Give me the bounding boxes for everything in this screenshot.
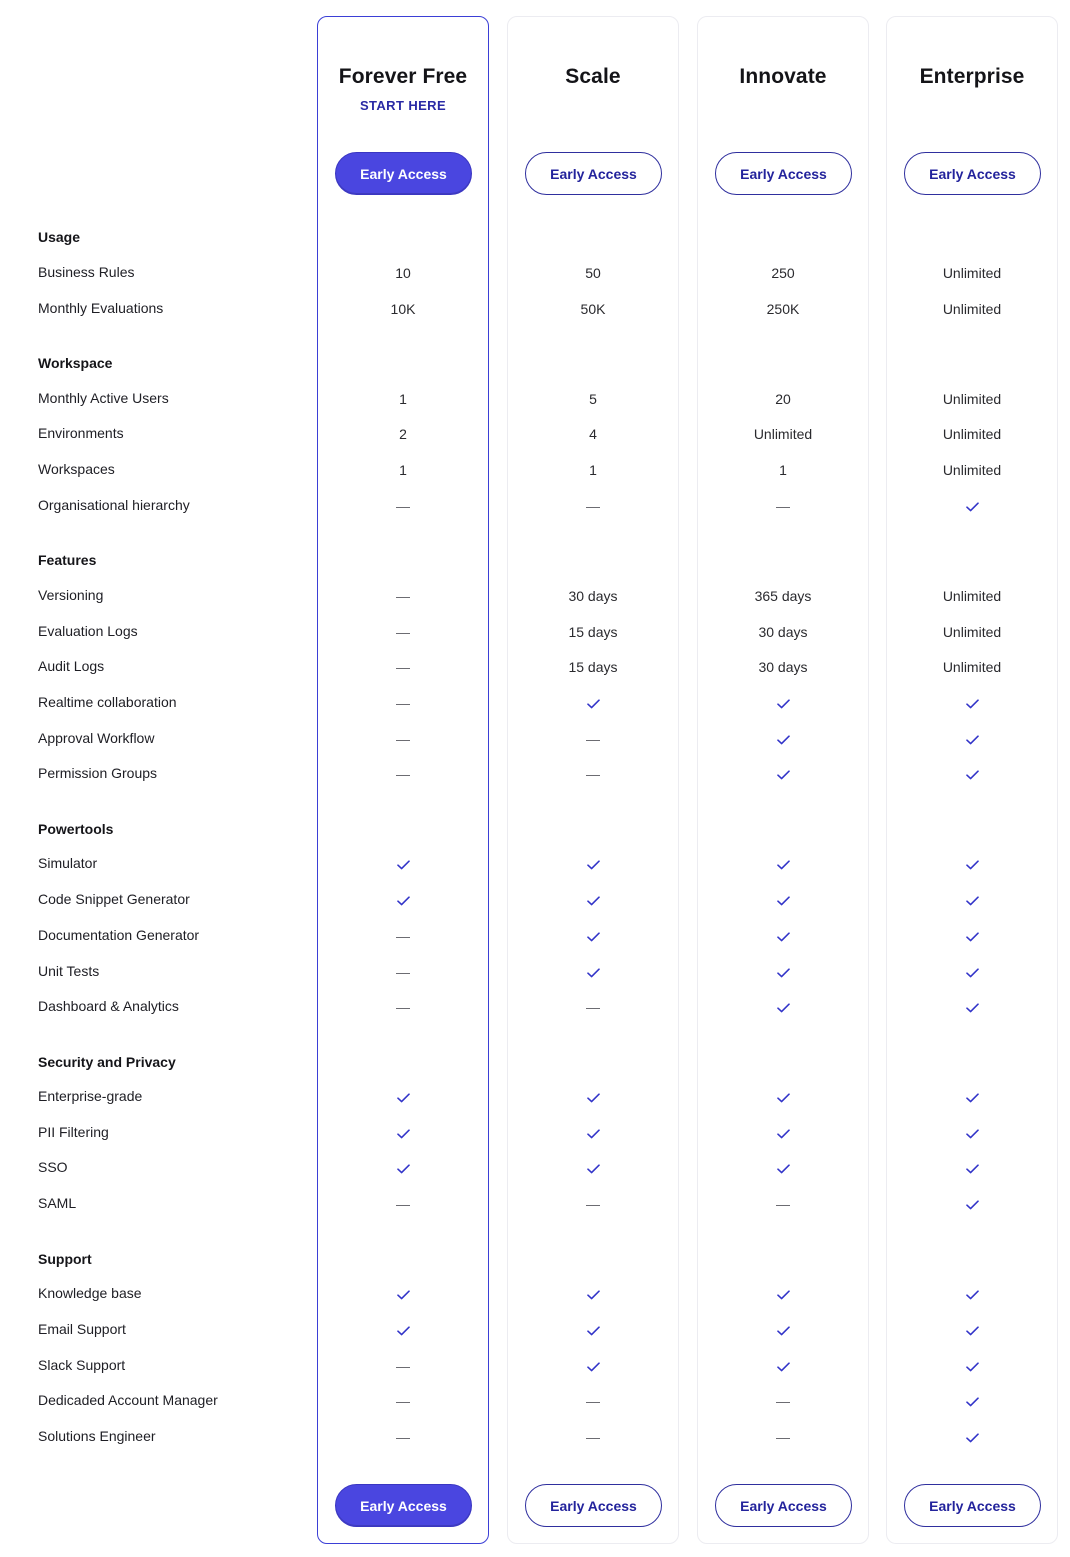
checkmark-icon bbox=[587, 896, 600, 906]
cell-value: 1 bbox=[399, 391, 407, 407]
cell-check bbox=[697, 891, 869, 909]
cell-value: 1 bbox=[779, 462, 787, 478]
dash-icon bbox=[586, 740, 600, 741]
early-access-button-top[interactable]: Early Access bbox=[335, 152, 472, 195]
dash-icon bbox=[396, 1008, 410, 1009]
checkmark-icon bbox=[777, 1164, 790, 1174]
dash-icon bbox=[776, 507, 790, 508]
checkmark-icon bbox=[777, 1290, 790, 1300]
checkmark-icon bbox=[587, 699, 600, 709]
cell-dash bbox=[317, 927, 489, 945]
cell-value: 50K bbox=[580, 301, 606, 317]
checkmark-icon bbox=[397, 1164, 410, 1174]
dash-icon bbox=[586, 775, 600, 776]
dash-icon bbox=[396, 597, 410, 598]
checkmark-icon bbox=[966, 1397, 979, 1407]
checkmark-icon bbox=[587, 1164, 600, 1174]
section-title-powertools: Powertools bbox=[38, 821, 114, 837]
cell-value: Unlimited bbox=[942, 624, 1002, 640]
cell-value: 1 bbox=[589, 462, 597, 478]
cell-value: Unlimited bbox=[942, 265, 1002, 281]
feature-label: Documentation Generator bbox=[38, 927, 200, 943]
dash-icon bbox=[396, 633, 410, 634]
cell-dash bbox=[317, 998, 489, 1016]
cell-dash bbox=[507, 1195, 679, 1213]
dash-icon bbox=[586, 507, 600, 508]
dash-icon bbox=[396, 775, 410, 776]
dash-icon bbox=[396, 1438, 410, 1439]
checkmark-icon bbox=[777, 968, 790, 978]
checkmark-icon bbox=[587, 932, 600, 942]
feature-label: Unit Tests bbox=[38, 963, 100, 979]
checkmark-icon bbox=[397, 1129, 410, 1139]
cell-check bbox=[886, 1124, 1058, 1142]
cell-dash bbox=[697, 1392, 869, 1410]
cell-check bbox=[886, 855, 1058, 873]
section-title-workspace: Workspace bbox=[38, 355, 113, 371]
checkmark-icon bbox=[966, 896, 979, 906]
feature-label: Monthly Evaluations bbox=[38, 300, 164, 316]
feature-label: Solutions Engineer bbox=[38, 1428, 156, 1444]
checkmark-icon bbox=[966, 1290, 979, 1300]
early-access-button-top[interactable]: Early Access bbox=[715, 152, 852, 195]
checkmark-icon bbox=[397, 1290, 410, 1300]
cell-dash bbox=[317, 623, 489, 641]
feature-label: Dashboard & Analytics bbox=[38, 998, 179, 1014]
cell-check bbox=[507, 694, 679, 712]
cell-value: 20 bbox=[775, 391, 791, 407]
cell-value: 10 bbox=[395, 265, 411, 281]
cell-check bbox=[697, 1088, 869, 1106]
cell-dash bbox=[507, 1392, 679, 1410]
checkmark-icon bbox=[777, 699, 790, 709]
feature-label: Email Support bbox=[38, 1321, 126, 1337]
cell-value: Unlimited bbox=[942, 588, 1002, 604]
cell-check bbox=[317, 1285, 489, 1303]
cell-check bbox=[507, 927, 679, 945]
plan-subtitle-link[interactable]: START HERE bbox=[359, 98, 447, 113]
feature-label: SSO bbox=[38, 1159, 68, 1175]
cell-value: Unlimited bbox=[942, 301, 1002, 317]
cell-check bbox=[697, 855, 869, 873]
cell-dash bbox=[317, 1428, 489, 1446]
section-title-usage: Usage bbox=[38, 229, 81, 245]
early-access-button-bottom[interactable]: Early Access bbox=[335, 1484, 472, 1527]
checkmark-icon bbox=[587, 1290, 600, 1300]
cell-value: 1 bbox=[399, 462, 407, 478]
checkmark-icon bbox=[587, 1362, 600, 1372]
feature-label: Organisational hierarchy bbox=[38, 497, 190, 513]
cell-check bbox=[697, 694, 869, 712]
cell-check bbox=[317, 1321, 489, 1339]
cell-check bbox=[697, 1285, 869, 1303]
cell-value: 250K bbox=[766, 301, 800, 317]
cell-check bbox=[697, 1357, 869, 1375]
section-title-features: Features bbox=[38, 552, 97, 568]
cell-check bbox=[317, 1088, 489, 1106]
feature-label: Monthly Active Users bbox=[38, 390, 169, 406]
cell-dash bbox=[697, 497, 869, 515]
plan-name: Scale bbox=[565, 65, 621, 88]
cell-dash bbox=[317, 694, 489, 712]
checkmark-icon bbox=[966, 770, 979, 780]
checkmark-icon bbox=[587, 1093, 600, 1103]
plan-name: Forever Free bbox=[338, 65, 468, 88]
dash-icon bbox=[776, 1402, 790, 1403]
cell-check bbox=[697, 927, 869, 945]
dash-icon bbox=[586, 1008, 600, 1009]
cell-check bbox=[886, 694, 1058, 712]
early-access-button-bottom[interactable]: Early Access bbox=[525, 1484, 662, 1527]
cell-value: 15 days bbox=[568, 659, 618, 675]
dash-icon bbox=[396, 740, 410, 741]
cell-check bbox=[507, 1357, 679, 1375]
section-title-support: Support bbox=[38, 1251, 92, 1267]
cell-value: 250 bbox=[771, 265, 795, 281]
cell-check bbox=[507, 1088, 679, 1106]
cell-dash bbox=[317, 587, 489, 605]
checkmark-icon bbox=[966, 1003, 979, 1013]
cell-check bbox=[886, 765, 1058, 783]
feature-label: Business Rules bbox=[38, 264, 135, 280]
cell-check bbox=[886, 891, 1058, 909]
checkmark-icon bbox=[777, 735, 790, 745]
cell-check bbox=[886, 1357, 1058, 1375]
cell-check bbox=[317, 1159, 489, 1177]
cell-dash bbox=[317, 1195, 489, 1213]
cell-value: Unlimited bbox=[942, 659, 1002, 675]
cell-dash bbox=[507, 998, 679, 1016]
checkmark-icon bbox=[777, 770, 790, 780]
checkmark-icon bbox=[966, 932, 979, 942]
cell-value: Unlimited bbox=[942, 391, 1002, 407]
cell-check bbox=[886, 927, 1058, 945]
cell-dash bbox=[697, 1195, 869, 1213]
dash-icon bbox=[396, 1205, 410, 1206]
checkmark-icon bbox=[966, 860, 979, 870]
dash-icon bbox=[396, 937, 410, 938]
dash-icon bbox=[776, 1205, 790, 1206]
cell-check bbox=[886, 1392, 1058, 1410]
cell-check bbox=[886, 963, 1058, 981]
checkmark-icon bbox=[966, 502, 979, 512]
cell-value: 4 bbox=[589, 426, 597, 442]
plan-name: Enterprise bbox=[919, 65, 1025, 88]
cell-dash bbox=[317, 1392, 489, 1410]
dash-icon bbox=[586, 1402, 600, 1403]
feature-label: Knowledge base bbox=[38, 1285, 142, 1301]
cell-check bbox=[697, 1321, 869, 1339]
checkmark-icon bbox=[966, 735, 979, 745]
cell-check bbox=[886, 1321, 1058, 1339]
cell-value: 365 days bbox=[754, 588, 812, 604]
checkmark-icon bbox=[966, 968, 979, 978]
cell-check bbox=[886, 497, 1058, 515]
feature-label: Permission Groups bbox=[38, 765, 158, 781]
feature-label: Enterprise-grade bbox=[38, 1088, 143, 1104]
cell-check bbox=[507, 963, 679, 981]
cell-dash bbox=[507, 1428, 679, 1446]
cell-check bbox=[507, 1285, 679, 1303]
checkmark-icon bbox=[966, 1362, 979, 1372]
cell-value: 30 days bbox=[568, 588, 618, 604]
cell-check bbox=[886, 1088, 1058, 1106]
cell-check bbox=[507, 1124, 679, 1142]
early-access-button-top[interactable]: Early Access bbox=[525, 152, 662, 195]
feature-label: Code Snippet Generator bbox=[38, 891, 190, 907]
feature-label: Versioning bbox=[38, 587, 104, 603]
checkmark-icon bbox=[587, 1129, 600, 1139]
checkmark-icon bbox=[777, 1093, 790, 1103]
cell-check bbox=[697, 765, 869, 783]
checkmark-icon bbox=[777, 1129, 790, 1139]
early-access-button-bottom[interactable]: Early Access bbox=[904, 1484, 1041, 1527]
cell-value: 30 days bbox=[758, 624, 808, 640]
cell-dash bbox=[507, 730, 679, 748]
dash-icon bbox=[396, 973, 410, 974]
plan-name: Innovate bbox=[739, 65, 827, 88]
dash-icon bbox=[776, 1438, 790, 1439]
dash-icon bbox=[396, 668, 410, 669]
cell-dash bbox=[317, 730, 489, 748]
checkmark-icon bbox=[777, 1003, 790, 1013]
dash-icon bbox=[396, 1402, 410, 1403]
cell-check bbox=[507, 1321, 679, 1339]
checkmark-icon bbox=[397, 896, 410, 906]
cell-check bbox=[886, 1195, 1058, 1213]
feature-label: Dedicaded Account Manager bbox=[38, 1392, 218, 1408]
checkmark-icon bbox=[966, 699, 979, 709]
checkmark-icon bbox=[966, 1164, 979, 1174]
feature-label: PII Filtering bbox=[38, 1124, 109, 1140]
cell-check bbox=[507, 891, 679, 909]
checkmark-icon bbox=[966, 1129, 979, 1139]
cell-dash bbox=[317, 1357, 489, 1375]
cell-check bbox=[697, 963, 869, 981]
cell-check bbox=[507, 855, 679, 873]
cell-check bbox=[697, 1124, 869, 1142]
feature-label: Approval Workflow bbox=[38, 730, 155, 746]
checkmark-icon bbox=[777, 1326, 790, 1336]
cell-check bbox=[317, 1124, 489, 1142]
feature-label: Environments bbox=[38, 425, 124, 441]
feature-label: Workspaces bbox=[38, 461, 115, 477]
checkmark-icon bbox=[397, 1326, 410, 1336]
checkmark-icon bbox=[777, 860, 790, 870]
cell-check bbox=[697, 998, 869, 1016]
cell-value: 15 days bbox=[568, 624, 618, 640]
section-title-security-and-privacy: Security and Privacy bbox=[38, 1054, 176, 1070]
dash-icon bbox=[396, 507, 410, 508]
checkmark-icon bbox=[966, 1093, 979, 1103]
early-access-button-top[interactable]: Early Access bbox=[904, 152, 1041, 195]
checkmark-icon bbox=[587, 860, 600, 870]
cell-value: Unlimited bbox=[753, 426, 813, 442]
cell-value: 50 bbox=[585, 265, 601, 281]
cell-check bbox=[886, 1428, 1058, 1446]
cell-dash bbox=[317, 765, 489, 783]
cell-dash bbox=[317, 658, 489, 676]
cell-value: 2 bbox=[399, 426, 407, 442]
feature-label: Realtime collaboration bbox=[38, 694, 177, 710]
cell-dash bbox=[697, 1428, 869, 1446]
checkmark-icon bbox=[397, 860, 410, 870]
cell-check bbox=[886, 1159, 1058, 1177]
cell-check bbox=[317, 855, 489, 873]
cell-check bbox=[697, 1159, 869, 1177]
cell-value: 30 days bbox=[758, 659, 808, 675]
checkmark-icon bbox=[777, 932, 790, 942]
cell-dash bbox=[317, 963, 489, 981]
feature-label: Audit Logs bbox=[38, 658, 105, 674]
checkmark-icon bbox=[966, 1326, 979, 1336]
feature-label: Slack Support bbox=[38, 1357, 126, 1373]
checkmark-icon bbox=[587, 968, 600, 978]
cell-dash bbox=[317, 497, 489, 515]
cell-check bbox=[886, 730, 1058, 748]
cell-value: 5 bbox=[589, 391, 597, 407]
feature-label: SAML bbox=[38, 1195, 77, 1211]
early-access-button-bottom[interactable]: Early Access bbox=[715, 1484, 852, 1527]
dash-icon bbox=[586, 1438, 600, 1439]
checkmark-icon bbox=[397, 1093, 410, 1103]
cell-check bbox=[886, 1285, 1058, 1303]
cell-dash bbox=[507, 497, 679, 515]
cell-check bbox=[886, 998, 1058, 1016]
cell-check bbox=[697, 730, 869, 748]
feature-label: Simulator bbox=[38, 855, 98, 871]
checkmark-icon bbox=[777, 1362, 790, 1372]
cell-check bbox=[507, 1159, 679, 1177]
cell-check bbox=[317, 891, 489, 909]
checkmark-icon bbox=[966, 1433, 979, 1443]
dash-icon bbox=[586, 1205, 600, 1206]
checkmark-icon bbox=[966, 1200, 979, 1210]
cell-dash bbox=[507, 765, 679, 783]
checkmark-icon bbox=[587, 1326, 600, 1336]
cell-value: 10K bbox=[390, 301, 416, 317]
dash-icon bbox=[396, 1367, 410, 1368]
cell-value: Unlimited bbox=[942, 426, 1002, 442]
checkmark-icon bbox=[777, 896, 790, 906]
cell-value: Unlimited bbox=[942, 462, 1002, 478]
dash-icon bbox=[396, 704, 410, 705]
feature-label: Evaluation Logs bbox=[38, 623, 138, 639]
